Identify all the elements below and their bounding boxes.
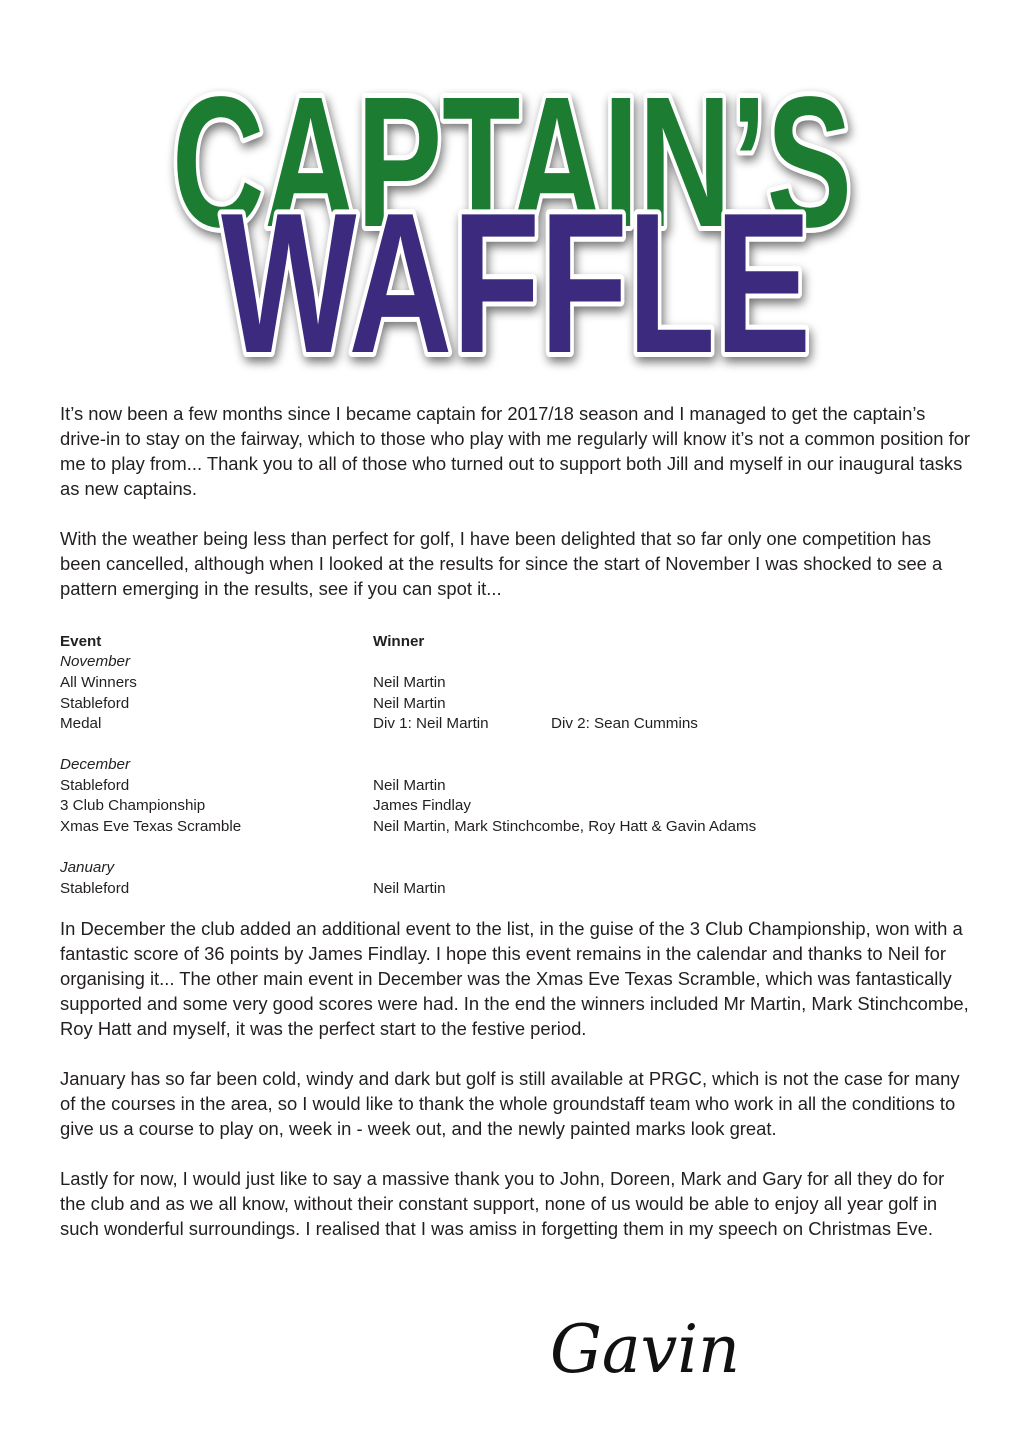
masthead-logo — [0, 0, 1024, 380]
paragraph-december: In December the club added an additional event to the list, in the guise of the 3 Club Championship, won with a fantastic score of 36 points by James Findlay. I hope this event remains in the calendar and thanks to Neil for organising it... The other main event in December was the Xmas Eve Texas Scramble, which was fantastically supported and some very good scores were had. In the end the winners included Mr Martin, Mark Stinchcombe, Roy Hatt and myself, it was the perfect start to the festive period. — [60, 918, 969, 1040]
table-row: Stableford Neil Martin — [60, 694, 446, 712]
paragraph-intro: It’s now been a few months since I became captain for 2017/18 season and I managed to get the captain’s drive-in to stay on the fairway, which to those who play with me regularly will know it’s not a common position for me to play from... Thank you to all of those who turned out to support both Jill and myself in our inaugural tasks as new captains. — [60, 403, 971, 499]
paragraph-january: January has so far been cold, windy and dark but golf is still available at PRGC, which is not the case for many of the courses in the area, so I would like to thank the whole groundstaff team who work in all the conditions to give us a course to play on, week in - week out, and the newly painted marks look great. — [60, 1067, 960, 1139]
results-header-winner: Winner — [373, 632, 425, 650]
month-label-november: November — [60, 653, 131, 671]
signature-text: Gavin — [550, 1311, 740, 1388]
results-header-row — [60, 632, 972, 653]
paragraph-weather: With the weather being less than perfect for golf, I have been delighted that so far only one competition has been cancelled, although when I looked at the results for since the start of November I was shocked to see a pattern emerging in the results, see if you can spot it... — [60, 528, 943, 599]
results-header-event: Event — [60, 632, 102, 650]
table-row: Stableford Neil Martin — [60, 776, 446, 794]
table-row: All Winners Neil Martin — [60, 673, 446, 691]
month-label-december: December — [60, 756, 131, 774]
article — [60, 402, 972, 1241]
paragraph-thanks: Lastly for now, I would just like to say a massive thank you to John, Doreen, Mark and Gary for all they do for the club and as we all know, without their constant support, none of us would be able to enjoy all year golf in such wonderful surroundings. I realised that I was amiss in forgetting them in my speech on Christmas Eve. — [60, 1167, 945, 1239]
masthead-line-waffle: WAFFLE — [221, 172, 811, 380]
results-table — [60, 632, 972, 900]
table-row: Xmas Eve Texas Scramble Neil Martin, Mark Stinchcombe, Roy Hatt & Gavin Adams — [60, 818, 757, 836]
masthead-line-captains: CAPTAIN’S — [172, 59, 852, 266]
signature — [540, 1300, 760, 1400]
table-row: Medal Div 1: Neil Martin Div 2: Sean Cummins — [60, 715, 698, 733]
month-label-january: January — [60, 859, 115, 877]
table-row: 3 Club Championship James Findlay — [60, 797, 471, 815]
table-row: Stableford Neil Martin — [60, 879, 446, 897]
